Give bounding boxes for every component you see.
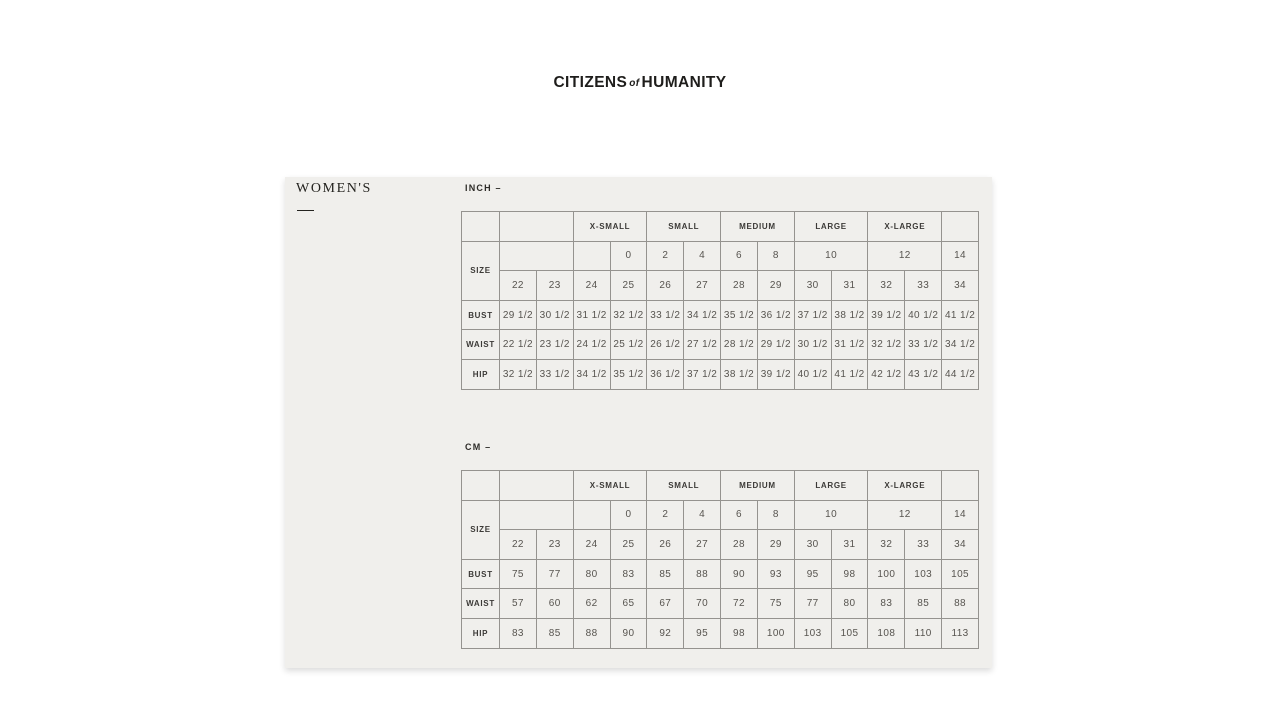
measurement-value-cell: 67	[647, 589, 684, 619]
numeric-size-cell: 12	[868, 241, 942, 271]
numeric-size-cell: 0	[610, 241, 647, 271]
cm-section	[461, 441, 981, 649]
waist-size-cell: 26	[647, 530, 684, 560]
measurement-value-cell: 83	[500, 618, 537, 648]
measurement-value-cell: 103	[794, 618, 831, 648]
measurement-row-label: BUST	[462, 300, 500, 330]
waist-size-cell: 26	[647, 271, 684, 301]
measurement-row-label: HIP	[462, 618, 500, 648]
measurement-value-cell: 33 1/2	[536, 359, 573, 389]
numeric-size-cell: 4	[684, 241, 721, 271]
size-group-header: MEDIUM	[721, 212, 795, 242]
numeric-size-cell: 4	[684, 500, 721, 530]
measurement-value-cell: 108	[868, 618, 905, 648]
empty-header-cell	[500, 471, 574, 501]
measurement-value-cell: 29 1/2	[757, 330, 794, 360]
waist-size-cell: 28	[721, 530, 758, 560]
measurement-value-cell: 27 1/2	[684, 330, 721, 360]
empty-header-cell	[942, 212, 979, 242]
waist-size-cell: 27	[684, 530, 721, 560]
empty-header-cell	[500, 212, 574, 242]
size-group-header: X-SMALL	[573, 471, 647, 501]
size-row-label: SIZE	[462, 500, 500, 559]
measurement-value-cell: 30 1/2	[536, 300, 573, 330]
measurement-value-cell: 65	[610, 589, 647, 619]
measurement-value-cell: 95	[794, 559, 831, 589]
waist-size-cell: 33	[905, 271, 942, 301]
waist-size-cell: 23	[536, 271, 573, 301]
brand-logo[interactable]	[0, 74, 1280, 92]
measurement-row	[462, 359, 979, 389]
measurement-value-cell: 40 1/2	[794, 359, 831, 389]
waist-size-cell: 22	[500, 271, 537, 301]
measurement-value-cell: 110	[905, 618, 942, 648]
panel-title-womens: WOMEN'S	[296, 181, 372, 196]
measurement-value-cell: 90	[610, 618, 647, 648]
measurement-value-cell: 39 1/2	[757, 359, 794, 389]
waist-size-cell: 31	[831, 530, 868, 560]
measurement-value-cell: 75	[757, 589, 794, 619]
waist-size-cell: 29	[757, 530, 794, 560]
measurement-value-cell: 35 1/2	[610, 359, 647, 389]
corner-cell	[462, 212, 500, 242]
measurement-value-cell: 80	[831, 589, 868, 619]
measurement-row-label: WAIST	[462, 589, 500, 619]
panel-title-underline	[297, 210, 314, 211]
measurement-value-cell: 103	[905, 559, 942, 589]
size-group-header: LARGE	[794, 212, 868, 242]
measurement-value-cell: 100	[868, 559, 905, 589]
waist-size-cell: 23	[536, 530, 573, 560]
empty-size-cell	[500, 241, 574, 271]
measurement-value-cell: 43 1/2	[905, 359, 942, 389]
measurement-value-cell: 24 1/2	[573, 330, 610, 360]
cm-heading: CM –	[465, 442, 492, 452]
size-guide-panel	[285, 177, 992, 668]
measurement-value-cell: 88	[942, 589, 979, 619]
measurement-value-cell: 105	[831, 618, 868, 648]
measurement-value-cell: 39 1/2	[868, 300, 905, 330]
numeric-size-cell: 8	[757, 241, 794, 271]
numeric-size-cell: 12	[868, 500, 942, 530]
waist-size-cell: 32	[868, 271, 905, 301]
cm-size-table	[461, 470, 979, 649]
numeric-size-cell: 14	[942, 241, 979, 271]
measurement-row	[462, 330, 979, 360]
measurement-value-cell: 36 1/2	[647, 359, 684, 389]
measurement-value-cell: 88	[684, 559, 721, 589]
numeric-size-cell: 2	[647, 500, 684, 530]
measurement-value-cell: 105	[942, 559, 979, 589]
measurement-value-cell: 32 1/2	[500, 359, 537, 389]
numeric-size-cell: 10	[794, 241, 868, 271]
empty-size-cell	[500, 500, 574, 530]
inch-heading: INCH –	[465, 183, 502, 193]
measurement-value-cell: 30 1/2	[794, 330, 831, 360]
measurement-value-cell: 33 1/2	[647, 300, 684, 330]
measurement-value-cell: 98	[721, 618, 758, 648]
measurement-value-cell: 29 1/2	[500, 300, 537, 330]
measurement-value-cell: 95	[684, 618, 721, 648]
measurement-value-cell: 100	[757, 618, 794, 648]
measurement-value-cell: 77	[536, 559, 573, 589]
size-group-header: X-SMALL	[573, 212, 647, 242]
measurement-value-cell: 98	[831, 559, 868, 589]
measurement-value-cell: 85	[647, 559, 684, 589]
measurement-row	[462, 589, 979, 619]
measurement-row	[462, 618, 979, 648]
empty-size-cell	[573, 241, 610, 271]
size-group-header: SMALL	[647, 212, 721, 242]
measurement-value-cell: 23 1/2	[536, 330, 573, 360]
numeric-size-cell: 14	[942, 500, 979, 530]
numeric-size-cell: 2	[647, 241, 684, 271]
measurement-value-cell: 88	[573, 618, 610, 648]
measurement-value-cell: 42 1/2	[868, 359, 905, 389]
measurement-value-cell: 37 1/2	[794, 300, 831, 330]
measurement-value-cell: 38 1/2	[721, 359, 758, 389]
size-group-header: X-LARGE	[868, 212, 942, 242]
measurement-value-cell: 85	[536, 618, 573, 648]
measurement-value-cell: 44 1/2	[942, 359, 979, 389]
measurement-value-cell: 37 1/2	[684, 359, 721, 389]
waist-size-cell: 22	[500, 530, 537, 560]
measurement-value-cell: 40 1/2	[905, 300, 942, 330]
measurement-row-label: HIP	[462, 359, 500, 389]
measurement-value-cell: 34 1/2	[942, 330, 979, 360]
measurement-value-cell: 34 1/2	[684, 300, 721, 330]
waist-size-cell: 25	[610, 530, 647, 560]
size-group-header: X-LARGE	[868, 471, 942, 501]
measurement-value-cell: 26 1/2	[647, 330, 684, 360]
measurement-value-cell: 85	[905, 589, 942, 619]
measurement-row-label: BUST	[462, 559, 500, 589]
numeric-size-cell: 0	[610, 500, 647, 530]
measurement-value-cell: 32 1/2	[610, 300, 647, 330]
brand-logo-humanity: HUMANITY	[641, 74, 727, 91]
measurement-value-cell: 36 1/2	[757, 300, 794, 330]
measurement-value-cell: 31 1/2	[573, 300, 610, 330]
measurement-value-cell: 34 1/2	[573, 359, 610, 389]
measurement-value-cell: 93	[757, 559, 794, 589]
numeric-size-cell: 6	[721, 500, 758, 530]
size-group-header: MEDIUM	[721, 471, 795, 501]
numeric-size-cell: 6	[721, 241, 758, 271]
measurement-row	[462, 300, 979, 330]
numeric-size-cell: 8	[757, 500, 794, 530]
waist-size-cell: 24	[573, 530, 610, 560]
measurement-row-label: WAIST	[462, 330, 500, 360]
measurement-value-cell: 57	[500, 589, 537, 619]
empty-size-cell	[573, 500, 610, 530]
measurement-value-cell: 77	[794, 589, 831, 619]
measurement-value-cell: 31 1/2	[831, 330, 868, 360]
measurement-value-cell: 60	[536, 589, 573, 619]
measurement-value-cell: 113	[942, 618, 979, 648]
measurement-value-cell: 72	[721, 589, 758, 619]
waist-size-cell: 29	[757, 271, 794, 301]
waist-size-cell: 33	[905, 530, 942, 560]
waist-size-cell: 27	[684, 271, 721, 301]
waist-size-cell: 24	[573, 271, 610, 301]
measurement-value-cell: 33 1/2	[905, 330, 942, 360]
size-group-header: SMALL	[647, 471, 721, 501]
measurement-value-cell: 25 1/2	[610, 330, 647, 360]
waist-size-cell: 34	[942, 271, 979, 301]
waist-size-cell: 34	[942, 530, 979, 560]
waist-size-cell: 30	[794, 271, 831, 301]
measurement-row	[462, 559, 979, 589]
corner-cell	[462, 471, 500, 501]
measurement-value-cell: 83	[610, 559, 647, 589]
measurement-value-cell: 80	[573, 559, 610, 589]
inch-section	[461, 182, 981, 390]
brand-logo-citizens: CITIZENS	[553, 74, 628, 91]
size-row-label: SIZE	[462, 241, 500, 300]
measurement-value-cell: 28 1/2	[721, 330, 758, 360]
measurement-value-cell: 38 1/2	[831, 300, 868, 330]
size-group-header: LARGE	[794, 471, 868, 501]
measurement-value-cell: 90	[721, 559, 758, 589]
waist-size-cell: 31	[831, 271, 868, 301]
measurement-value-cell: 41 1/2	[942, 300, 979, 330]
measurement-value-cell: 62	[573, 589, 610, 619]
waist-size-cell: 32	[868, 530, 905, 560]
empty-header-cell	[942, 471, 979, 501]
measurement-value-cell: 41 1/2	[831, 359, 868, 389]
brand-logo-of: of	[629, 78, 640, 89]
measurement-value-cell: 83	[868, 589, 905, 619]
waist-size-cell: 28	[721, 271, 758, 301]
measurement-value-cell: 70	[684, 589, 721, 619]
measurement-value-cell: 35 1/2	[721, 300, 758, 330]
measurement-value-cell: 32 1/2	[868, 330, 905, 360]
measurement-value-cell: 22 1/2	[500, 330, 537, 360]
inch-size-table	[461, 211, 979, 390]
numeric-size-cell: 10	[794, 500, 868, 530]
measurement-value-cell: 75	[500, 559, 537, 589]
measurement-value-cell: 92	[647, 618, 684, 648]
waist-size-cell: 30	[794, 530, 831, 560]
waist-size-cell: 25	[610, 271, 647, 301]
